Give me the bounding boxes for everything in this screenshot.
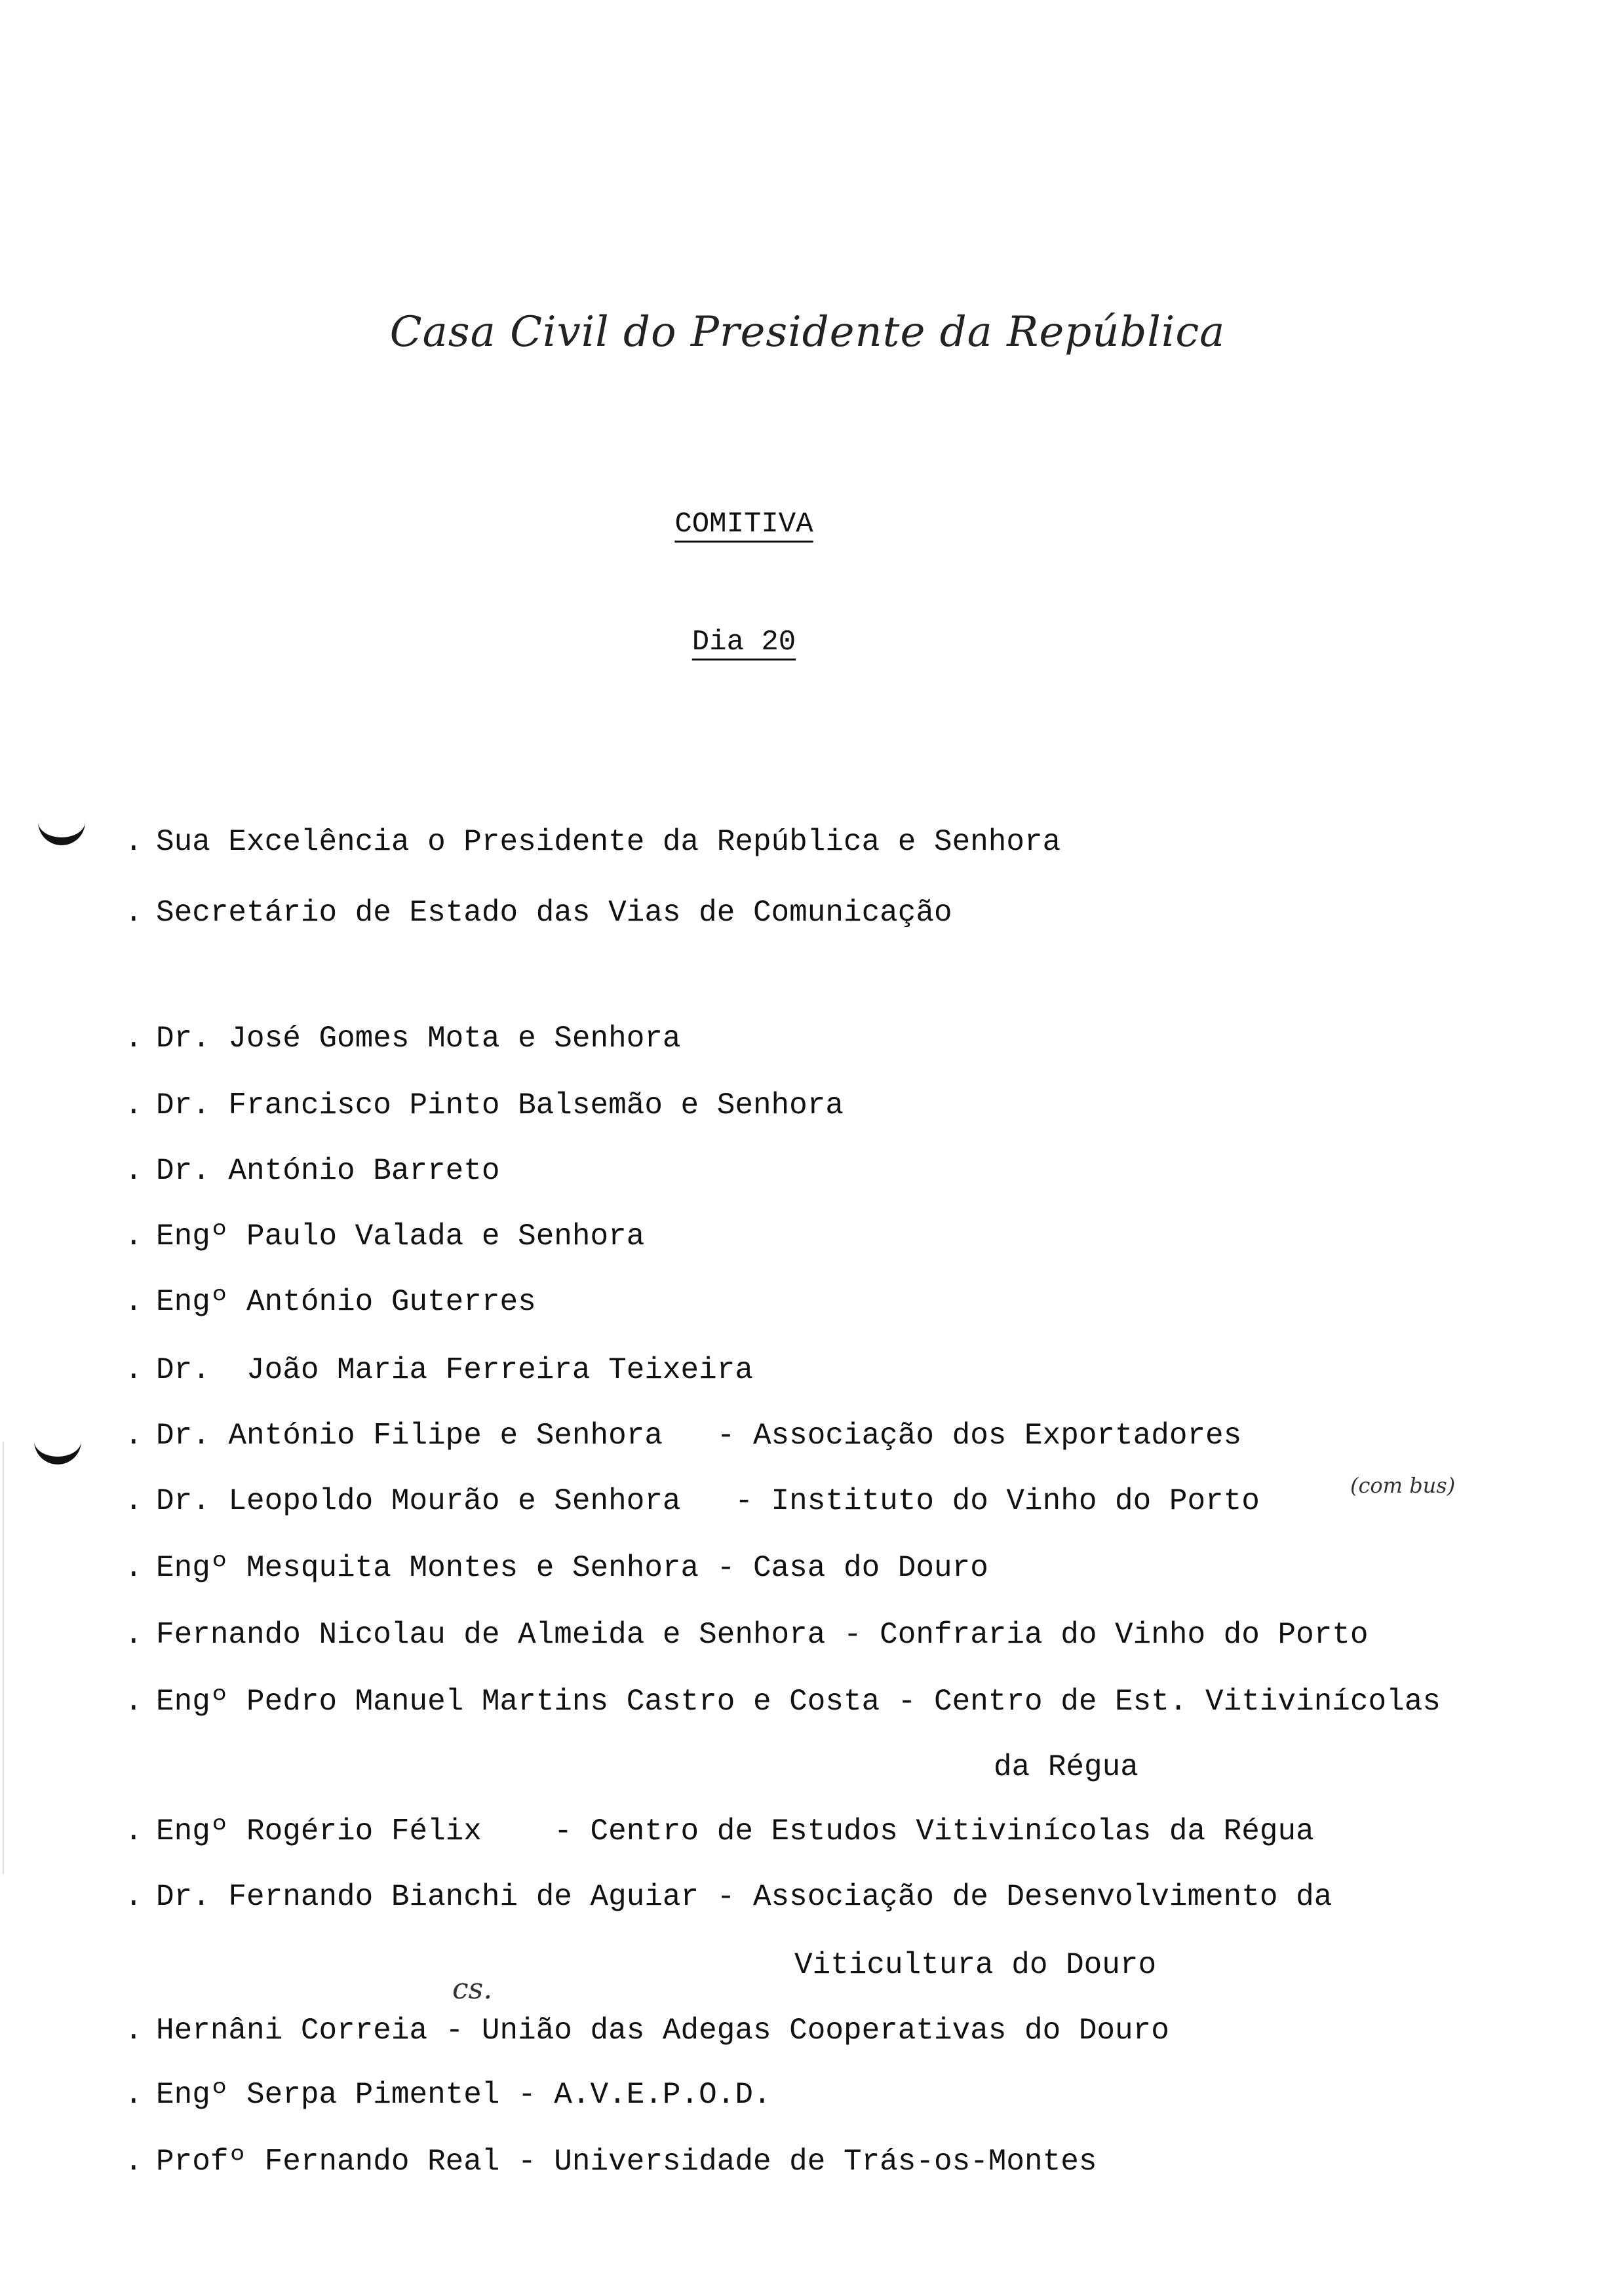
list-item bbox=[125, 1090, 844, 1120]
list-item-text: Engº Mesquita Montes e Senhora - Casa do Douro bbox=[156, 1551, 988, 1585]
bullet: . bbox=[125, 1419, 143, 1453]
list-item bbox=[125, 1553, 988, 1583]
bullet: . bbox=[125, 2014, 143, 2048]
list-item bbox=[125, 898, 952, 928]
list-item-text: Engº Pedro Manuel Martins Castro e Costa - Centro de Est. Vitivinícolas bbox=[156, 1685, 1441, 1719]
list-item-text: Engº Rogério Félix - Centro de Estudos Vitivinícolas da Régua bbox=[156, 1814, 1314, 1848]
bullet: . bbox=[125, 1154, 143, 1188]
list-item-continuation: da Régua bbox=[994, 1750, 1138, 1784]
bullet: . bbox=[125, 1353, 143, 1387]
check-mark-icon bbox=[34, 1438, 81, 1464]
bullet: . bbox=[125, 1088, 143, 1122]
list-item-text: Engº António Guterres bbox=[156, 1285, 536, 1319]
bullet: . bbox=[125, 1484, 143, 1518]
bullet: . bbox=[125, 2145, 143, 2179]
bullet: . bbox=[125, 1285, 143, 1319]
check-mark-icon bbox=[38, 819, 85, 845]
list-item bbox=[125, 1816, 1314, 1846]
list-item-text: Profº Fernando Real - Universidade de Trás-os-Montes bbox=[156, 2145, 1097, 2179]
list-item bbox=[125, 1287, 536, 1317]
list-item bbox=[125, 1486, 1260, 1516]
list-item-text: Dr. João Maria Ferreira Teixeira bbox=[156, 1353, 753, 1387]
list-item-text: Dr. António Filipe e Senhora - Associação dos Exportadores bbox=[156, 1419, 1242, 1453]
list-item-text: Sua Excelência o Presidente da República e Senhora bbox=[156, 825, 1061, 859]
list-item-text: Engº Serpa Pimentel - A.V.E.P.O.D. bbox=[156, 2078, 771, 2112]
list-item-text: Dr. Fernando Bianchi de Aguiar - Associação de Desenvolvimento da bbox=[156, 1880, 1333, 1914]
bullet: . bbox=[125, 1022, 143, 1056]
bullet: . bbox=[125, 825, 143, 859]
bullet: . bbox=[125, 1219, 143, 1253]
bullet: . bbox=[125, 1880, 143, 1914]
handwritten-note: (com bus) bbox=[1350, 1473, 1456, 1498]
bullet: . bbox=[125, 1551, 143, 1585]
list-item bbox=[125, 1620, 1369, 1650]
document-subtitle bbox=[0, 626, 1488, 659]
list-item-text: Dr. Leopoldo Mourão e Senhora - Instituto do Vinho do Porto bbox=[156, 1484, 1260, 1518]
bullet: . bbox=[125, 1814, 143, 1848]
list-item bbox=[125, 1024, 681, 1054]
list-item-text: Fernando Nicolau de Almeida e Senhora - Confraria do Vinho do Porto bbox=[156, 1618, 1369, 1652]
list-item-text: Secretário de Estado das Vias de Comunicação bbox=[156, 896, 952, 930]
list-item bbox=[125, 1421, 1241, 1451]
list-item-continuation: Viticultura do Douro bbox=[794, 1948, 1157, 1982]
document-title bbox=[0, 508, 1488, 541]
list-item bbox=[125, 1882, 1332, 1912]
handwritten-note: cs. bbox=[452, 1972, 493, 2006]
list-item bbox=[125, 1355, 753, 1385]
document-subtitle-text: Dia 20 bbox=[691, 626, 796, 659]
list-item bbox=[125, 1221, 644, 1252]
bullet: . bbox=[125, 1618, 143, 1652]
bullet: . bbox=[125, 896, 143, 930]
list-item bbox=[125, 2080, 771, 2110]
list-item-text: Dr. Francisco Pinto Balsemão e Senhora bbox=[156, 1088, 844, 1122]
list-item-text: Engº Paulo Valada e Senhora bbox=[156, 1219, 645, 1253]
letterhead: Casa Civil do Presidente da República bbox=[389, 308, 1226, 356]
list-item-text: Dr. António Barreto bbox=[156, 1154, 500, 1188]
scan-edge-line bbox=[3, 1442, 4, 1874]
document-title-text: COMITIVA bbox=[674, 508, 813, 541]
bullet: . bbox=[125, 2078, 143, 2112]
list-item bbox=[125, 1156, 500, 1186]
list-item bbox=[125, 1687, 1441, 1717]
list-item bbox=[125, 827, 1060, 857]
list-item-text: Hernâni Correia - União das Adegas Cooperativas do Douro bbox=[156, 2014, 1169, 2048]
bullet: . bbox=[125, 1685, 143, 1719]
list-item-text: Dr. José Gomes Mota e Senhora bbox=[156, 1022, 681, 1056]
list-item bbox=[125, 2016, 1169, 2046]
list-item bbox=[125, 2147, 1097, 2177]
